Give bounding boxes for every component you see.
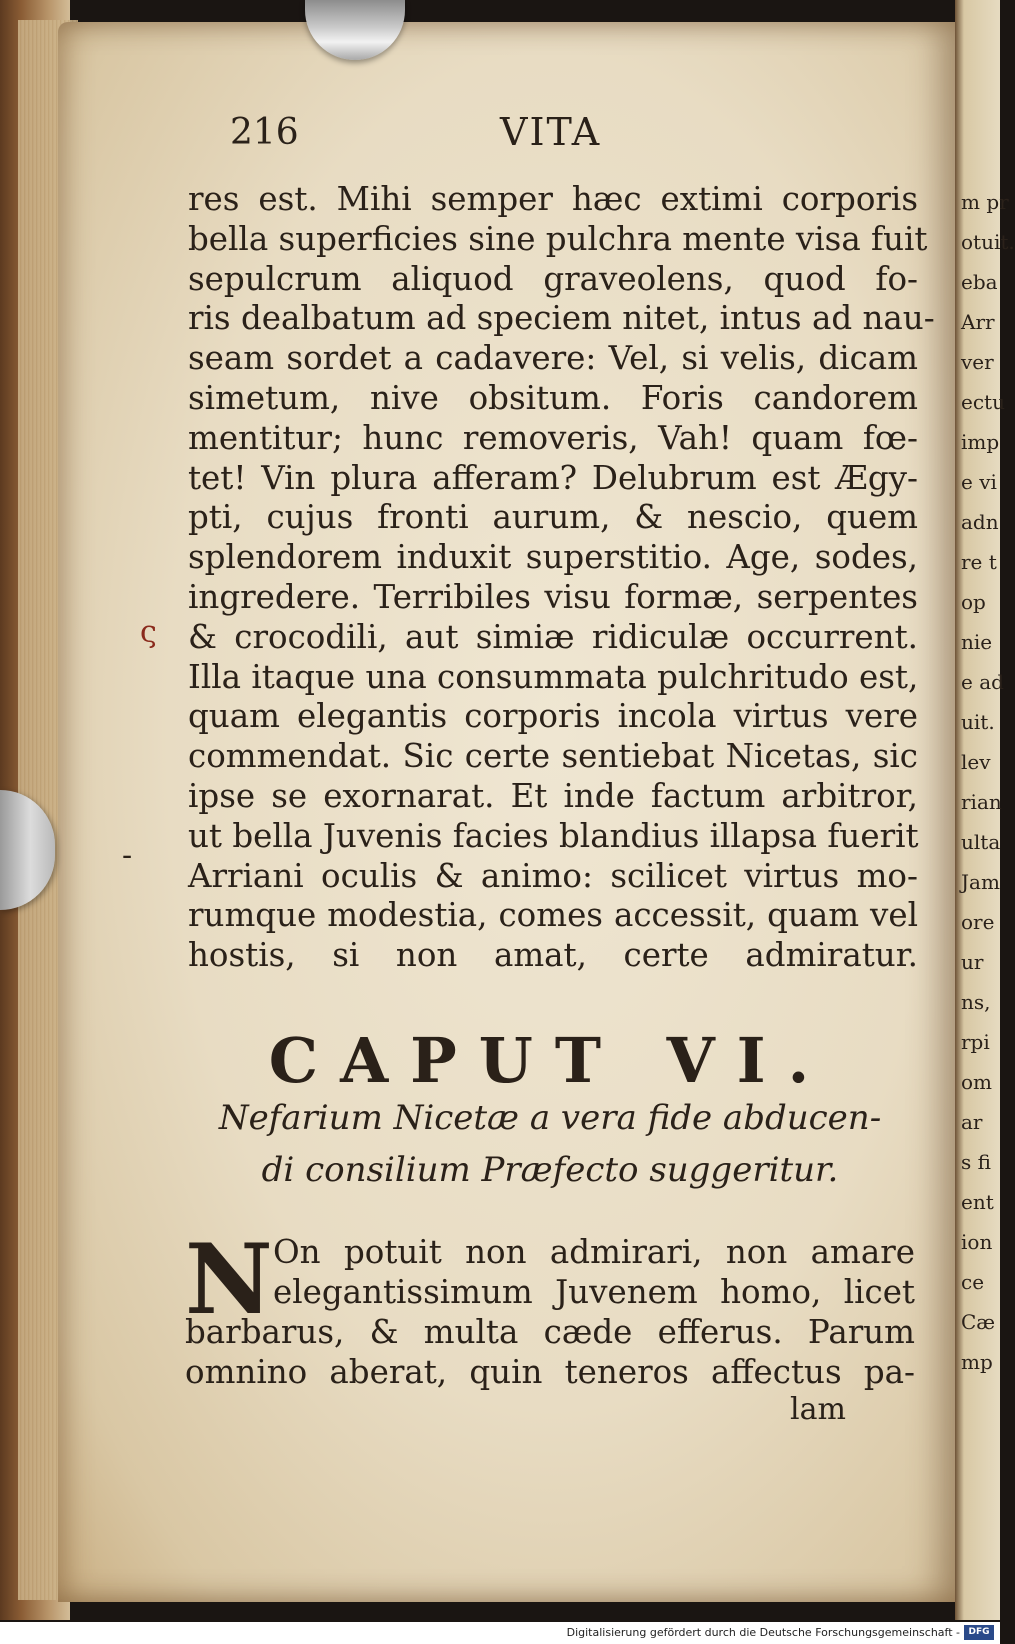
right-page-fragment: ver	[961, 350, 994, 374]
text-line: omnino aberat, quin teneros affectus pa-	[185, 1353, 915, 1391]
right-page-fragment: rpi	[961, 1030, 990, 1054]
right-page-fragment: nie	[961, 630, 993, 654]
catchword: lam	[790, 1392, 846, 1427]
text-line: Illa itaque una consummata pulchritudo est,	[188, 657, 919, 696]
right-page-fragment: mp	[961, 1350, 993, 1374]
running-title: VITA	[500, 110, 602, 154]
text-line: hostis, si non amat, certe admiratur.	[188, 936, 918, 975]
text-line: barbarus, & multa cæde efferus. Parum	[185, 1313, 915, 1351]
right-page-edge	[955, 0, 1015, 1620]
text-line: & crocodili, aut simiæ ridiculæ occurrent.	[188, 617, 918, 656]
footer-bar	[0, 1622, 1000, 1644]
right-page-fragment: om	[961, 1070, 993, 1094]
right-page-fragment: lev	[961, 750, 991, 774]
running-head	[230, 112, 890, 162]
right-page-fragment: e vi	[961, 470, 997, 494]
text-line: commendat. Sic certe sentiebat Nicetas, sic	[188, 737, 918, 776]
text-line: quam elegantis corporis incola virtus vere	[188, 697, 918, 736]
text-line: rumque modestia, comes accessit, quam vel	[188, 896, 918, 935]
text-line: ut bella Juvenis facies blandius illapsa fuerit	[188, 816, 919, 855]
text-line: mentitur; hunc removeris, Vah! quam fœ-	[188, 418, 918, 457]
right-page-fragment: eba	[961, 270, 998, 294]
right-page-fragment: ur	[961, 950, 984, 974]
right-page-fragment: ectu	[961, 390, 1005, 414]
right-page-fragment: otuit.	[961, 230, 1015, 254]
right-page-fragment: ns,	[961, 990, 991, 1014]
text-line: bella superficies sine pulchra mente visa fuit	[188, 219, 928, 258]
right-page-fragment: ent	[961, 1190, 994, 1214]
text-line: seam sordet a cadavere: Vel, si velis, dicam	[188, 339, 918, 378]
right-page-fragment: uit.	[961, 710, 995, 734]
text-line: ipse se exornarat. Et inde factum arbitror,	[188, 776, 918, 815]
right-page-fragment: s fi	[961, 1150, 991, 1174]
text-line: sepulcrum aliquod graveolens, quod fo-	[188, 259, 918, 298]
right-page-fragment: m pr	[961, 190, 1009, 214]
text-line: tet! Vin plura afferam? Delubrum est Ægy-	[188, 458, 918, 497]
right-page-fragment: ar	[961, 1110, 983, 1134]
margin-annotation: ς	[140, 615, 157, 650]
text-line: On potuit non admirari, non amare	[273, 1233, 915, 1271]
dfg-logo: DFG	[964, 1625, 994, 1640]
text-line: res est. Mihi semper hæc extimi corporis	[188, 180, 918, 218]
text-line: splendorem induxit superstitio. Age, sodes,	[188, 538, 918, 577]
chapter-subtitle-line: di consilium Præfecto suggeritur.	[261, 1150, 839, 1190]
right-page-fragment: ce	[961, 1270, 985, 1294]
text-line: ingredere. Terribiles visu formæ, serpentes	[188, 577, 918, 616]
right-page-fragment: Arr	[961, 310, 995, 334]
text-line: elegantissimum Juvenem homo, licet	[273, 1273, 915, 1311]
text-line: pti, cujus fronti aurum, & nescio, quem	[188, 498, 918, 537]
right-page-fragment: Cæ	[961, 1310, 996, 1334]
drop-cap: N	[185, 1223, 273, 1336]
right-page-fragment: ore	[961, 910, 995, 934]
text-line: simetum, nive obsitum. Foris candorem	[188, 378, 918, 417]
page-number: 216	[230, 112, 299, 153]
right-page-fragment: ion	[961, 1230, 993, 1254]
right-page-fragment: ulta	[961, 830, 1001, 854]
right-page-fragment: Jam	[961, 870, 1000, 894]
right-page-fragment: adn	[961, 510, 999, 534]
right-page-fragment: imp	[961, 430, 1000, 454]
paragraph-text	[185, 1223, 915, 1392]
right-page-fragment: rian	[961, 790, 1002, 814]
right-page-fragment: op	[961, 590, 986, 614]
right-page-fragment: re t	[961, 550, 997, 574]
text-line: ris dealbatum ad speciem nitet, intus ad nau-	[188, 299, 935, 338]
chapter-subtitle	[180, 1092, 920, 1196]
text-line: Arriani oculis & animo: scilicet virtus mo-	[188, 856, 918, 895]
chapter-title: CAPUT VI.	[268, 1024, 832, 1097]
chapter-subtitle-line: Nefarium Nicetæ a vera fide abducen-	[218, 1098, 882, 1138]
body-text	[188, 180, 935, 976]
right-page-fragment: e ad	[961, 670, 1004, 694]
footer-credit: Digitalisierung gefördert durch die Deutsche Forschungsgemeinschaft -	[566, 1626, 960, 1639]
margin-annotation: -	[122, 838, 133, 873]
